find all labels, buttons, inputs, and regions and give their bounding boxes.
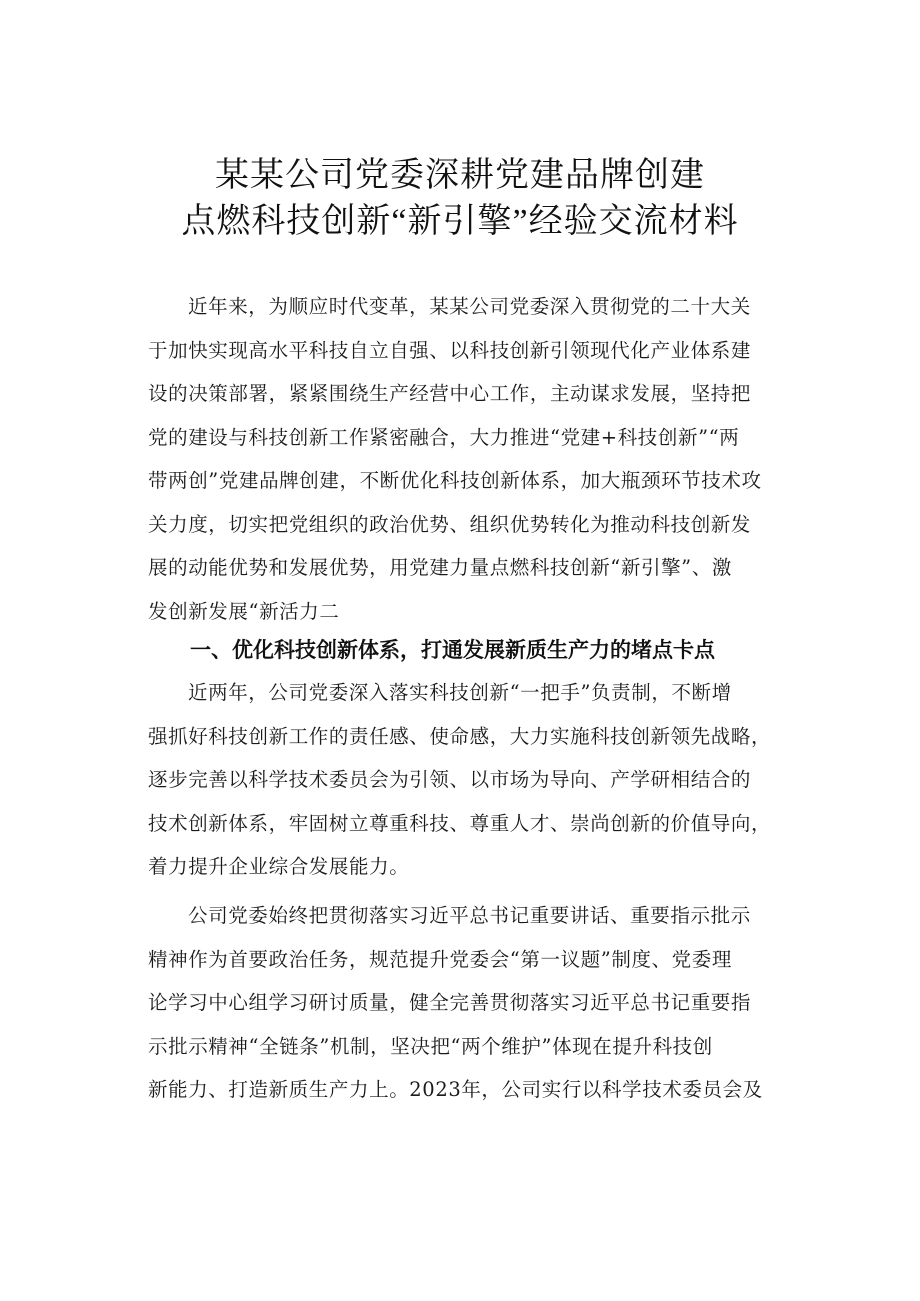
- paragraph-line: 精神作为首要政治任务，规范提升党委会“第一议题”制度、党委理: [148, 947, 732, 971]
- paragraph-line: 着力提升企业综合发展能力。: [148, 855, 410, 878]
- paragraph-line: 论学习中心组学习研讨质量，健全完善贯彻落实习近平总书记重要指: [148, 991, 752, 1014]
- document-title-line-1: 某某公司党委深耕党建品牌创建: [215, 157, 705, 194]
- paragraph-line: 展的动能优势和发展优势，用党建力量点燃科技创新“新引擎”、激: [148, 556, 732, 579]
- document-title-line-2: 点燃科技创新“新引擎”经验交流材料: [181, 203, 739, 240]
- paragraph-line: 新能力、打造新质生产力上。2023年，公司实行以科学技术委员会及: [148, 1078, 763, 1101]
- paragraph-line: 公司党委始终把贯彻落实习近平总书记重要讲话、重要指示批示: [188, 904, 751, 927]
- paragraph-line: 强抓好科技创新工作的责任感、使命感，大力实施科技创新领先战略，: [148, 724, 772, 748]
- paragraph-intro: [148, 285, 798, 633]
- paragraph-line: 发创新发展“新活力二: [148, 599, 340, 623]
- paragraph-line: 设的决策部署，紧紧围绕生产经营中心工作，主动谋求发展，坚持把: [148, 382, 752, 405]
- paragraph-line: 于加快实现高水平科技自立自强、以科技创新引领现代化产业体系建: [148, 338, 752, 362]
- paragraph-line: 关力度，切实把党组织的政治优势、组织优势转化为推动科技创新发: [148, 512, 752, 536]
- paragraph-line: 技术创新体系，牢固树立尊重科技、尊重人才、崇尚创新的价值导向，: [148, 811, 772, 835]
- section-heading-1: 一、优化科技创新体系，打通发展新质生产力的堵点卡点: [190, 638, 715, 662]
- paragraph-line: 带两创”党建品牌创建，不断优化科技创新体系，加大瓶颈环节技术攻: [148, 469, 762, 492]
- paragraph-line: 近两年，公司党委深入落实科技创新“一把手”负责制，不断增: [188, 681, 732, 704]
- paragraph-line: 逐步完善以科学技术委员会为引领、以市场为导向、产学研相结合的: [148, 768, 752, 791]
- paragraph-section-1b: [148, 894, 798, 1112]
- paragraph-section-1a: [148, 671, 798, 889]
- paragraph-line: 近年来，为顺应时代变革，某某公司党委深入贯彻党的二十大关: [188, 295, 751, 318]
- paragraph-line: 党的建设与科技创新工作紧密融合，大力推进“党建+科技创新”“两: [148, 425, 740, 449]
- paragraph-line: 示批示精神“全链条”机制，坚决把“两个维护”体现在提升科技创: [148, 1034, 713, 1058]
